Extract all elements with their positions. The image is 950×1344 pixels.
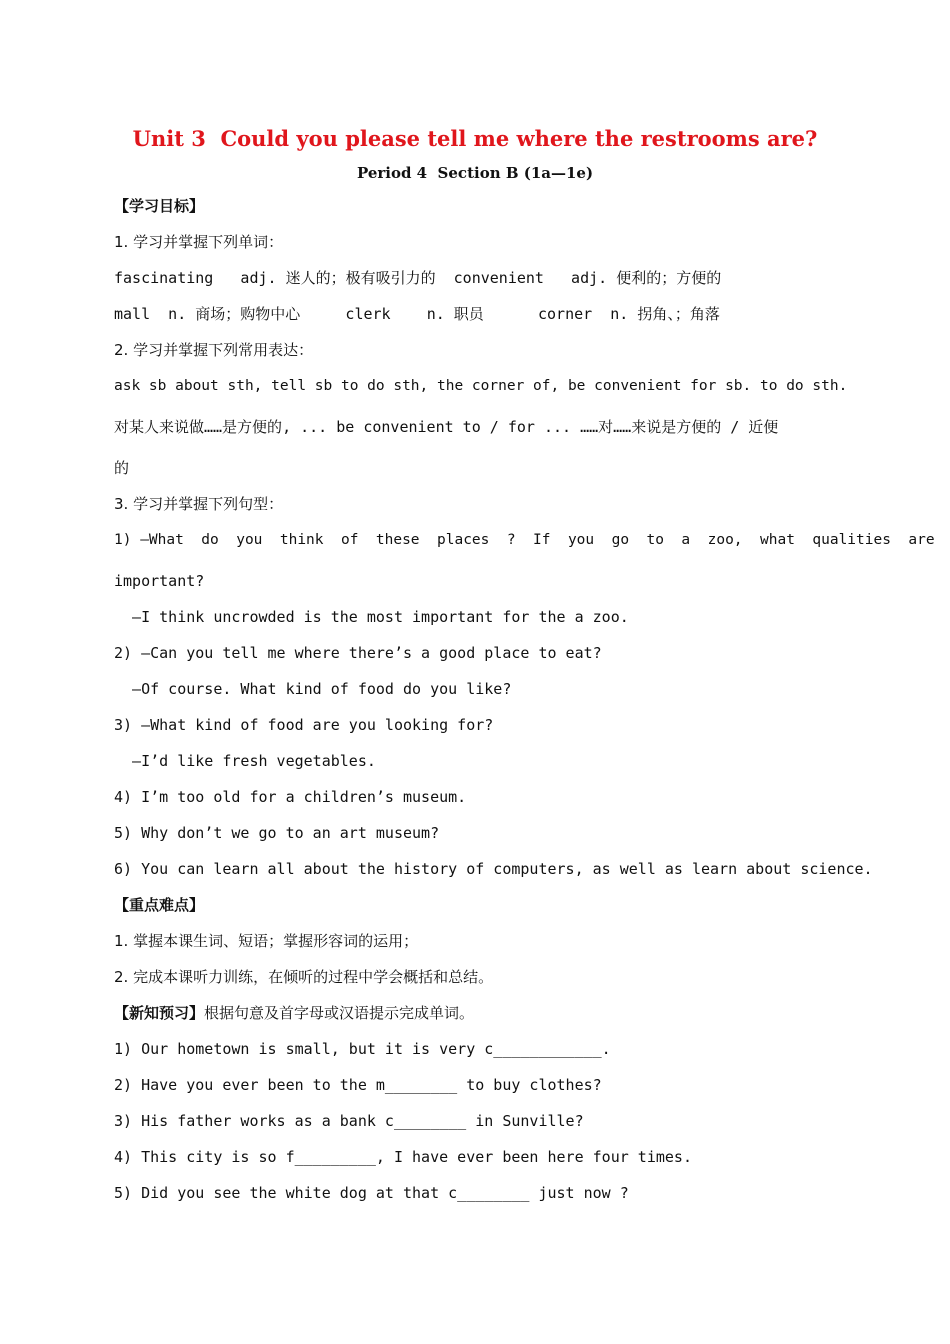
- sentence-2b: —Of course. What kind of food do you like?: [114, 680, 512, 698]
- sentence-5: 5) Why don’t we go to an art museum?: [114, 824, 440, 842]
- key-points-heading: 【重点难点】: [114, 896, 205, 914]
- objectives-heading: 【学习目标】: [114, 197, 205, 215]
- sentence-6: 6) You can learn all about the history of computers, as well as learn about science.: [114, 860, 873, 878]
- sentence-2a: 2) —Can you tell me where there’s a good place to eat?: [114, 644, 602, 662]
- sentence-1b: important?: [114, 572, 205, 590]
- objective-2-label: 2. 学习并掌握下列常用表达：: [114, 341, 314, 359]
- expression-line-2: 对某人来说做……是方便的, ... be convenient to / for ... ……对……来说是方便的 / 近便: [114, 418, 779, 436]
- objective-3-label: 3. 学习并掌握下列句型：: [114, 495, 284, 513]
- key-point-2: 2. 完成本课听力训练，在倾听的过程中学会概括和总结。: [114, 968, 494, 986]
- sentence-1a: 1) —What do you think of these places ? If you go to a zoo, what qualities are: [114, 532, 935, 548]
- preview-question-2: 2) Have you ever been to the m________ to buy clothes?: [114, 1076, 602, 1094]
- vocab-line-1: fascinating adj. 迷人的；极有吸引力的 convenient adj. 便利的；方便的: [114, 269, 722, 287]
- preview-question-4: 4) This city is so f_________, I have ever been here four times.: [114, 1148, 692, 1166]
- preview-question-1: 1) Our hometown is small, but it is very c____________.: [114, 1040, 611, 1058]
- preview-question-3: 3) His father works as a bank c________ in Sunville?: [114, 1112, 584, 1130]
- preview-heading-line: [114, 1003, 474, 1023]
- key-point-1: 1. 掌握本课生词、短语；掌握形容词的运用；: [114, 932, 419, 950]
- preview-heading: 【新知预习】: [114, 1004, 205, 1022]
- sentence-1c: —I think uncrowded is the most important for the a zoo.: [114, 608, 629, 626]
- sentence-3b: —I’d like fresh vegetables.: [114, 752, 376, 770]
- expression-line-3: 的: [114, 459, 130, 477]
- preview-question-5: 5) Did you see the white dog at that c________ just now ?: [114, 1184, 629, 1202]
- preview-instruction: 根据句意及首字母或汉语提示完成单词。: [204, 1004, 475, 1022]
- expression-line-1: ask sb about sth, tell sb to do sth, the corner of, be convenient for sb. to do sth.: [114, 378, 848, 394]
- vocab-line-2: mall n. 商场；购物中心 clerk n. 职员 corner n. 拐角、；角落: [114, 305, 720, 323]
- sentence-3a: 3) —What kind of food are you looking for?: [114, 716, 494, 734]
- page-subtitle: Period 4 Section B (1a—1e): [356, 164, 594, 182]
- sentence-4: 4) I’m too old for a children’s museum.: [114, 788, 467, 806]
- objective-1-label: 1. 学习并掌握下列单词：: [114, 233, 284, 251]
- page-title: Unit 3 Could you please tell me where the restrooms are?: [132, 126, 818, 151]
